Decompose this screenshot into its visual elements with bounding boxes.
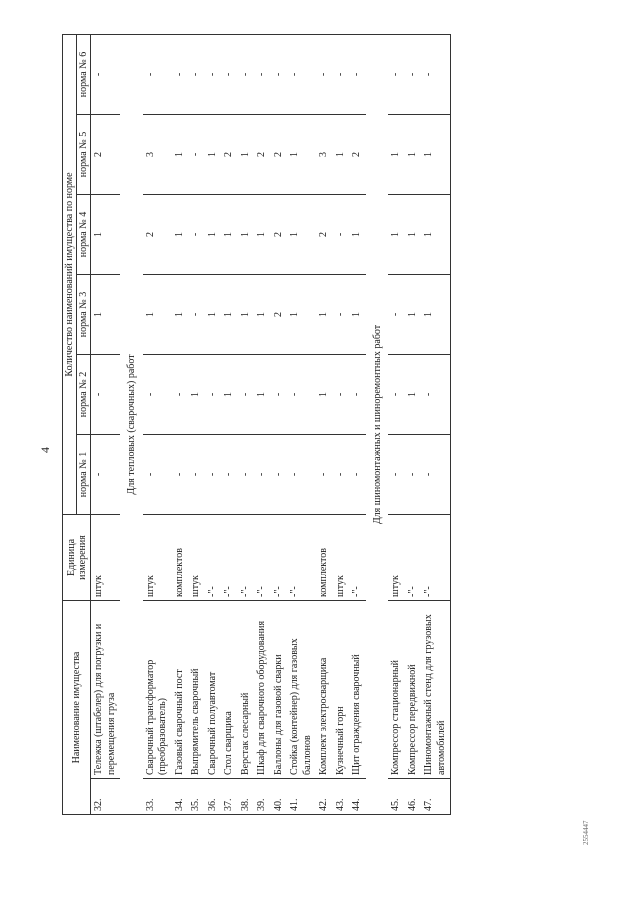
header-name: Наименование имущества bbox=[63, 601, 91, 815]
item-name: Шиномонтажный стенд для грузовых автомобилей bbox=[421, 601, 451, 779]
norm-3-value: - bbox=[188, 275, 205, 355]
norm-1-value: - bbox=[254, 435, 271, 515]
norm-5-value: 1 bbox=[172, 115, 189, 195]
norm-3-value: 1 bbox=[287, 275, 316, 355]
norm-4-value: 1 bbox=[405, 195, 422, 275]
norm-3-value: 1 bbox=[238, 275, 255, 355]
item-number: 46. bbox=[405, 779, 422, 815]
norm-3-value: 1 bbox=[91, 275, 121, 355]
header-norm-1: норма № 1 bbox=[77, 435, 91, 515]
norm-5-value: 1 bbox=[405, 115, 422, 195]
norm-6-value: - bbox=[254, 34, 271, 114]
norm-4-value: 1 bbox=[421, 195, 451, 275]
norm-6-value: - bbox=[388, 34, 405, 114]
norm-6-value: - bbox=[333, 34, 350, 114]
table-row bbox=[238, 34, 255, 814]
norm-2-value: - bbox=[143, 355, 172, 435]
table-row bbox=[205, 34, 222, 814]
norm-2-value: - bbox=[421, 355, 451, 435]
norm-4-value: 1 bbox=[172, 195, 189, 275]
norm-5-value: 2 bbox=[349, 115, 366, 195]
norm-2-value: - bbox=[333, 355, 350, 435]
item-name: Верстак слесарный bbox=[238, 601, 255, 779]
norm-4-value: 1 bbox=[205, 195, 222, 275]
table-row bbox=[287, 34, 316, 814]
inventory-table bbox=[62, 34, 451, 815]
item-unit: -"- bbox=[405, 515, 422, 601]
item-number: 32. bbox=[91, 779, 121, 815]
table-body bbox=[91, 34, 451, 814]
norm-4-value: 1 bbox=[254, 195, 271, 275]
norm-4-value: 2 bbox=[143, 195, 172, 275]
item-name: Шкаф для сварочного оборудования bbox=[254, 601, 271, 779]
header-norm-3: норма № 3 bbox=[77, 275, 91, 355]
norm-6-value: - bbox=[316, 34, 333, 114]
item-name: Стойка (контейнер) для газовых баллонов bbox=[287, 601, 316, 779]
norm-5-value: 1 bbox=[205, 115, 222, 195]
document-id: 2554447 bbox=[582, 820, 590, 845]
table-row bbox=[333, 34, 350, 814]
norm-1-value: - bbox=[91, 435, 121, 515]
norm-2-value: 1 bbox=[316, 355, 333, 435]
norm-5-value: 1 bbox=[287, 115, 316, 195]
norm-3-value: 1 bbox=[205, 275, 222, 355]
norm-1-value: - bbox=[172, 435, 189, 515]
table-row bbox=[271, 34, 288, 814]
norm-6-value: - bbox=[405, 34, 422, 114]
norm-1-value: - bbox=[287, 435, 316, 515]
norm-3-value: - bbox=[388, 275, 405, 355]
page-number: 4 bbox=[38, 447, 52, 453]
norm-5-value: 1 bbox=[333, 115, 350, 195]
norm-3-value: 1 bbox=[172, 275, 189, 355]
item-name: Стол сварщика bbox=[221, 601, 238, 779]
norm-6-value: - bbox=[205, 34, 222, 114]
norm-4-value: - bbox=[188, 195, 205, 275]
table-row bbox=[316, 34, 333, 814]
norm-6-value: - bbox=[143, 34, 172, 114]
norm-6-value: - bbox=[188, 34, 205, 114]
item-unit: -"- bbox=[349, 515, 366, 601]
norm-4-value: 1 bbox=[221, 195, 238, 275]
item-unit: комплектов bbox=[172, 515, 189, 601]
norm-5-value: 3 bbox=[316, 115, 333, 195]
norm-3-value: - bbox=[333, 275, 350, 355]
item-number: 43. bbox=[333, 779, 350, 815]
item-name: Компрессор передвижной bbox=[405, 601, 422, 779]
norm-4-value: 1 bbox=[388, 195, 405, 275]
norm-6-value: - bbox=[287, 34, 316, 114]
item-unit: -"- bbox=[238, 515, 255, 601]
table-row bbox=[349, 34, 366, 814]
item-unit: комплектов bbox=[316, 515, 333, 601]
norm-4-value: - bbox=[333, 195, 350, 275]
norm-5-value: 2 bbox=[254, 115, 271, 195]
item-name: Выпрямитель сварочный bbox=[188, 601, 205, 779]
item-name: Сварочный трансформатор (преобразователь) bbox=[143, 601, 172, 779]
norm-6-value: - bbox=[221, 34, 238, 114]
item-number: 42. bbox=[316, 779, 333, 815]
norm-6-value: - bbox=[349, 34, 366, 114]
table-row bbox=[254, 34, 271, 814]
norm-5-value: 2 bbox=[221, 115, 238, 195]
norm-4-value: 1 bbox=[349, 195, 366, 275]
norm-1-value: - bbox=[271, 435, 288, 515]
norm-5-value: 1 bbox=[238, 115, 255, 195]
item-unit: -"- bbox=[254, 515, 271, 601]
norm-3-value: 1 bbox=[221, 275, 238, 355]
item-name: Щит ограждения сварочный bbox=[349, 601, 366, 779]
norm-2-value: - bbox=[172, 355, 189, 435]
item-name: Компрессор стационарный bbox=[388, 601, 405, 779]
norm-1-value: - bbox=[238, 435, 255, 515]
norm-2-value: 1 bbox=[405, 355, 422, 435]
table-row bbox=[405, 34, 422, 814]
item-number: 36. bbox=[205, 779, 222, 815]
item-number: 37. bbox=[221, 779, 238, 815]
header-norm-2: норма № 2 bbox=[77, 355, 91, 435]
table-row bbox=[91, 34, 121, 814]
item-number: 33. bbox=[143, 779, 172, 815]
norm-2-value: - bbox=[349, 355, 366, 435]
table-row bbox=[172, 34, 189, 814]
norm-6-value: - bbox=[421, 34, 451, 114]
item-name: Баллоны для газовой сварки bbox=[271, 601, 288, 779]
item-number: 34. bbox=[172, 779, 189, 815]
norm-1-value: - bbox=[405, 435, 422, 515]
norm-2-value: - bbox=[287, 355, 316, 435]
item-number: 44. bbox=[349, 779, 366, 815]
table-row bbox=[143, 34, 172, 814]
norm-5-value: - bbox=[188, 115, 205, 195]
norm-5-value: 1 bbox=[421, 115, 451, 195]
norm-2-value: 1 bbox=[221, 355, 238, 435]
item-number: 38. bbox=[238, 779, 255, 815]
item-unit: -"- bbox=[421, 515, 451, 601]
item-unit: штук bbox=[91, 515, 121, 601]
item-number: 47. bbox=[421, 779, 451, 815]
item-number: 39. bbox=[254, 779, 271, 815]
norm-4-value: 2 bbox=[271, 195, 288, 275]
norm-5-value: 1 bbox=[388, 115, 405, 195]
table-row bbox=[388, 34, 405, 814]
norm-2-value: - bbox=[91, 355, 121, 435]
header-norm-6: норма № 6 bbox=[77, 34, 91, 114]
norm-2-value: - bbox=[238, 355, 255, 435]
norm-3-value: 1 bbox=[143, 275, 172, 355]
table-row bbox=[221, 34, 238, 814]
norm-3-value: 1 bbox=[316, 275, 333, 355]
norm-6-value: - bbox=[271, 34, 288, 114]
norm-2-value: 1 bbox=[254, 355, 271, 435]
section-title: Для тепловых (сварочных) работ bbox=[120, 34, 143, 814]
item-unit: -"- bbox=[287, 515, 316, 601]
header-norm-4: норма № 4 bbox=[77, 195, 91, 275]
norm-4-value: 1 bbox=[91, 195, 121, 275]
norm-4-value: 2 bbox=[316, 195, 333, 275]
norm-5-value: 2 bbox=[91, 115, 121, 195]
table-row bbox=[421, 34, 451, 814]
norm-2-value: - bbox=[271, 355, 288, 435]
norm-6-value: - bbox=[91, 34, 121, 114]
norm-1-value: - bbox=[188, 435, 205, 515]
norm-3-value: 1 bbox=[421, 275, 451, 355]
norm-1-value: - bbox=[333, 435, 350, 515]
header-unit: Единица измерения bbox=[63, 515, 91, 601]
item-name: Сварочный полуавтомат bbox=[205, 601, 222, 779]
section-row bbox=[120, 34, 143, 814]
item-number: 45. bbox=[388, 779, 405, 815]
norm-1-value: - bbox=[143, 435, 172, 515]
item-unit: штук bbox=[333, 515, 350, 601]
item-name: Кузнечный горн bbox=[333, 601, 350, 779]
norm-5-value: 3 bbox=[143, 115, 172, 195]
norm-1-value: - bbox=[349, 435, 366, 515]
norm-3-value: 1 bbox=[405, 275, 422, 355]
norm-3-value: 2 bbox=[271, 275, 288, 355]
norm-4-value: 1 bbox=[287, 195, 316, 275]
norm-5-value: 2 bbox=[271, 115, 288, 195]
norm-4-value: 1 bbox=[238, 195, 255, 275]
norm-6-value: - bbox=[172, 34, 189, 114]
item-unit: -"- bbox=[205, 515, 222, 601]
section-title: Для шиномонтажных и шиноремонтных работ bbox=[366, 34, 389, 814]
norm-1-value: - bbox=[221, 435, 238, 515]
table-row bbox=[188, 34, 205, 814]
item-number: 40. bbox=[271, 779, 288, 815]
item-unit: -"- bbox=[271, 515, 288, 601]
norm-2-value: - bbox=[205, 355, 222, 435]
section-row bbox=[366, 34, 389, 814]
norm-1-value: - bbox=[316, 435, 333, 515]
header-quantity: Количество наименований имущества по норме bbox=[63, 34, 77, 514]
norm-1-value: - bbox=[421, 435, 451, 515]
item-unit: штук bbox=[388, 515, 405, 601]
norm-2-value: - bbox=[388, 355, 405, 435]
norm-2-value: 1 bbox=[188, 355, 205, 435]
item-name: Газовый сварочный пост bbox=[172, 601, 189, 779]
norm-1-value: - bbox=[205, 435, 222, 515]
norm-3-value: 1 bbox=[349, 275, 366, 355]
item-unit: штук bbox=[188, 515, 205, 601]
item-unit: -"- bbox=[221, 515, 238, 601]
item-number: 35. bbox=[188, 779, 205, 815]
norm-6-value: - bbox=[238, 34, 255, 114]
norm-3-value: 1 bbox=[254, 275, 271, 355]
item-name: Комплект электросварщика bbox=[316, 601, 333, 779]
norm-1-value: - bbox=[388, 435, 405, 515]
header-norm-5: норма № 5 bbox=[77, 115, 91, 195]
item-number: 41. bbox=[287, 779, 316, 815]
item-unit: штук bbox=[143, 515, 172, 601]
item-name: Тележка (штабелер) для погрузки и перемещения груза bbox=[91, 601, 121, 779]
